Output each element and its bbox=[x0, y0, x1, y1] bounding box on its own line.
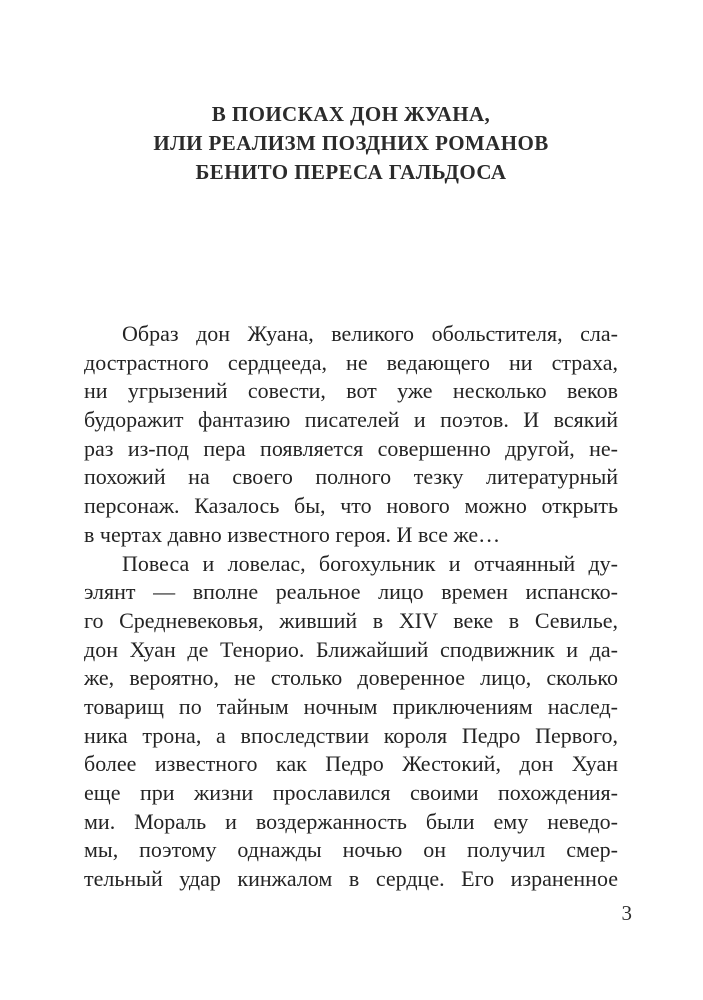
page-number: 3 bbox=[621, 901, 632, 925]
text-line: го Средневековья, живший в XIV веке в Севилье, bbox=[84, 607, 618, 633]
text-line: Повеса и ловелас, богохульник и отчаянный ду- bbox=[122, 550, 618, 576]
paragraph bbox=[84, 550, 618, 894]
text-line: ни угрызений совести, вот уже несколько веков bbox=[84, 378, 618, 404]
chapter-title-line: БЕНИТО ПЕРЕСА ГАЛЬДОСА bbox=[195, 160, 507, 184]
text-line: тельный удар кинжалом в сердце. Его израненное bbox=[84, 866, 618, 892]
text-line: мы, поэтому однажды ночью он получил смер- bbox=[84, 837, 618, 863]
text-line: еще при жизни прославился своими похождения- bbox=[84, 780, 618, 805]
chapter-title-line: В ПОИСКАХ ДОН ЖУАНА, bbox=[211, 102, 491, 126]
text-line: ника трона, а впоследствии короля Педро Первого, bbox=[84, 722, 618, 748]
text-line: ми. Мораль и воздержанность были ему неведо- bbox=[84, 808, 618, 834]
text-line: Образ дон Жуана, великого обольстителя, сла- bbox=[122, 321, 618, 346]
text-line: элянт — вполне реальное лицо времен испанско- bbox=[84, 579, 618, 605]
chapter-title-line: ИЛИ РЕАЛИЗМ ПОЗДНИХ РОМАНОВ bbox=[153, 131, 549, 155]
text-line: дон Хуан де Тенорио. Ближайший сподвижник и да- bbox=[84, 636, 618, 662]
text-line: более известного как Педро Жестокий, дон Хуан bbox=[84, 751, 618, 777]
chapter-title bbox=[84, 100, 618, 187]
text-line: дострастного сердцееда, не ведающего ни страха, bbox=[84, 349, 618, 375]
text-line: похожий на своего полного тезку литературный bbox=[84, 464, 618, 490]
body-text bbox=[84, 320, 618, 894]
text-line: в чертах давно известного героя. И все же… bbox=[84, 521, 501, 547]
paragraph bbox=[84, 320, 618, 550]
text-line: будоражит фантазию писателей и поэтов. И всякий bbox=[84, 407, 618, 433]
text-line: персонаж. Казалось бы, что нового можно открыть bbox=[84, 493, 618, 519]
text-line: товарищ по тайным ночным приключениям наслед- bbox=[84, 693, 618, 719]
text-line: же, вероятно, не столько доверенное лицо, сколько bbox=[84, 665, 618, 691]
text-line: раз из-под пера появляется совершенно другой, не- bbox=[84, 435, 618, 461]
